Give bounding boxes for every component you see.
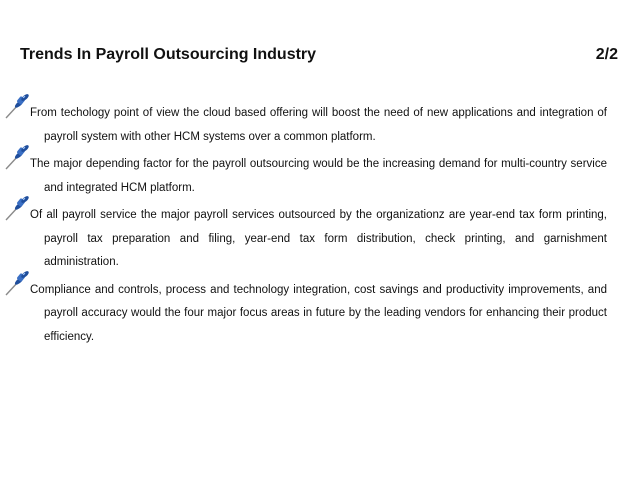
title-row xyxy=(20,46,618,70)
bullet-item xyxy=(0,102,638,149)
bullet-text: Compliance and controls, process and technology integration, cost savings and productivity improvements, and payroll accuracy would the four major focus areas in future by the leading vendors for enhancing their product efficiency. xyxy=(30,283,607,343)
pushpin-icon xyxy=(2,196,32,222)
page-number: 2/2 xyxy=(595,46,618,63)
bullet-text: From techology point of view the cloud based offering will boost the need of new applications and integration of payroll system with other HCM systems over a common platform. xyxy=(30,107,607,143)
bullet-list xyxy=(0,102,638,353)
pushpin-icon xyxy=(2,145,32,171)
slide-title: Trends In Payroll Outsourcing Industry xyxy=(20,46,317,63)
pushpin-icon xyxy=(2,94,32,120)
bullet-text: The major depending factor for the payroll outsourcing would be the increasing demand for multi-country service and integrated HCM platform. xyxy=(30,158,607,194)
bullet-item xyxy=(0,153,638,200)
bullet-item xyxy=(0,204,638,275)
bullet-item xyxy=(0,279,638,350)
bullet-text: Of all payroll service the major payroll services outsourced by the organizationz are year-end tax form printing, payroll tax preparation and filing, year-end tax form distribution, check printing, and garnishment administration. xyxy=(30,209,607,268)
pushpin-icon xyxy=(2,271,32,297)
